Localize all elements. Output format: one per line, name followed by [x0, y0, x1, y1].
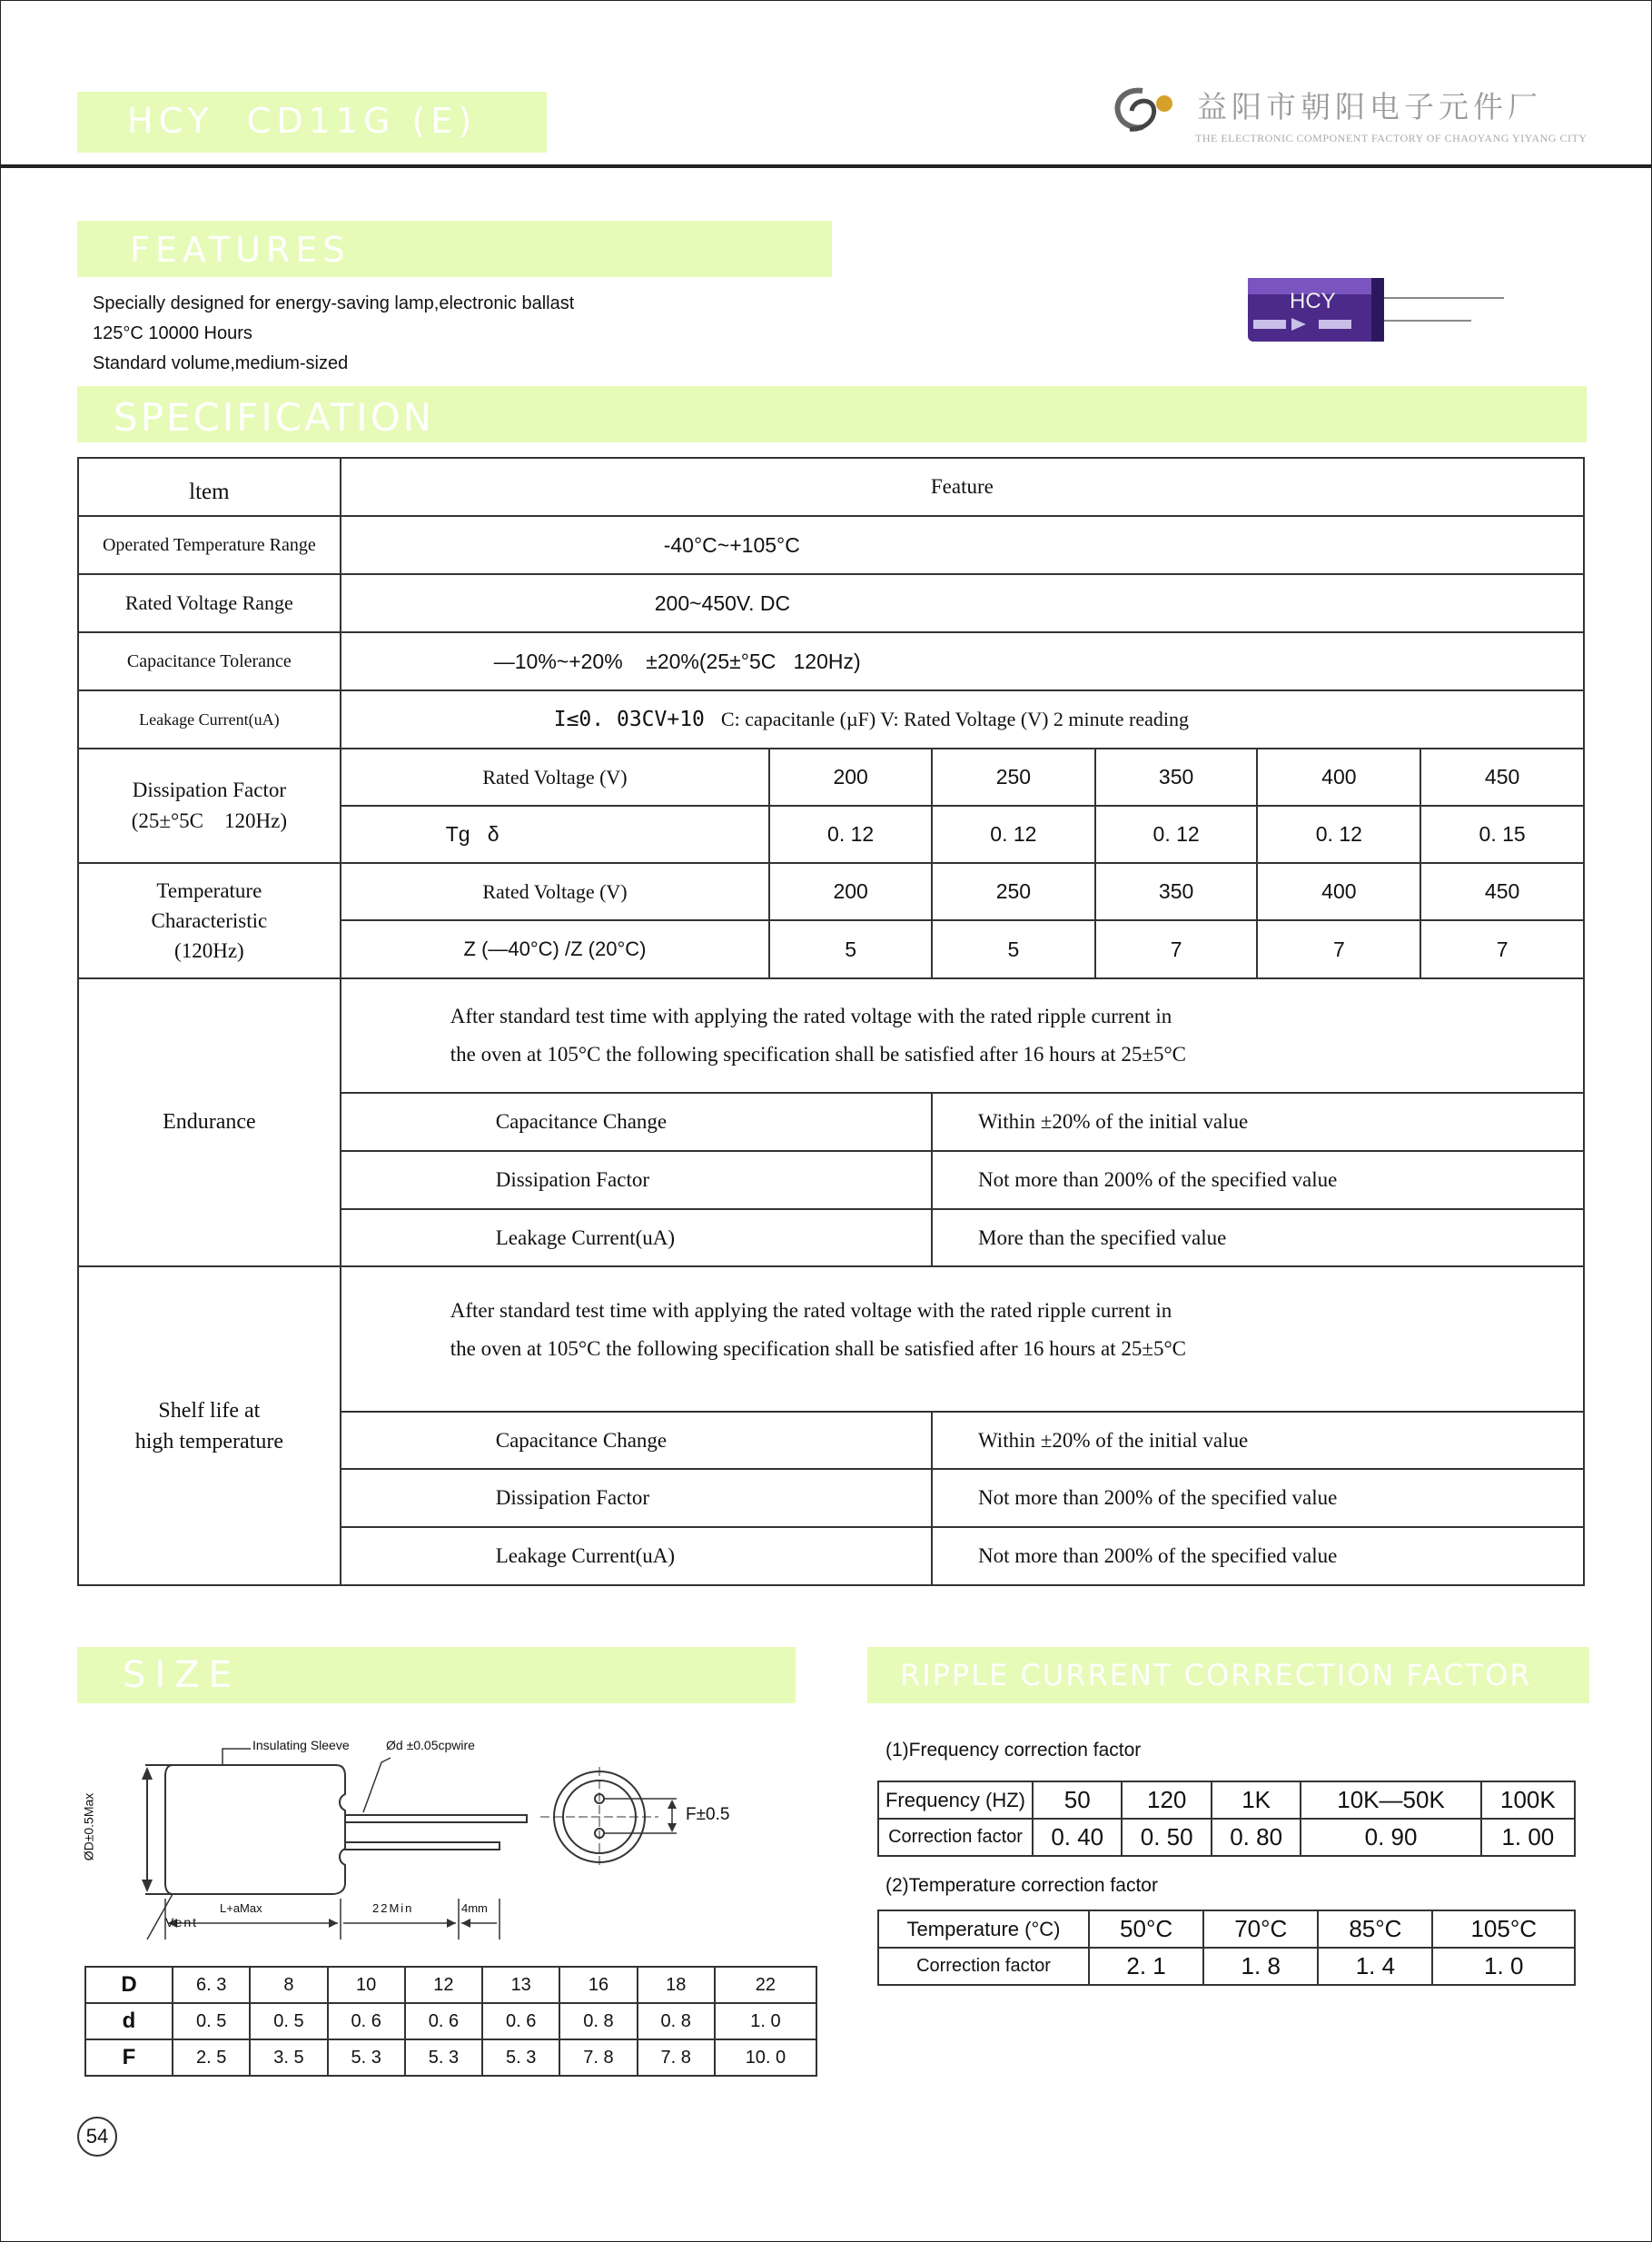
- ripple-heading-bar: [867, 1647, 1589, 1703]
- capacitor-image: [1246, 274, 1509, 347]
- page-number: [77, 2117, 117, 2157]
- header-item: ltem: [78, 458, 341, 516]
- size-table: [84, 1966, 817, 2077]
- shelf-label-line: Shelf life at: [158, 1398, 261, 1423]
- endurance-item: Dissipation Factor: [341, 1151, 932, 1209]
- tg-label: [341, 806, 770, 863]
- df-rated-voltage-label: Rated Voltage (V): [341, 749, 770, 806]
- size-cell: 5. 3: [482, 2039, 559, 2076]
- cap-tol-label: Capacitance Tolerance: [78, 632, 341, 690]
- shelf-text-line: the oven at 105°C the following specification shall be satisfied after 16 hours at 25±5°C: [450, 1337, 1187, 1360]
- lead-min-label: 22Min: [372, 1901, 414, 1915]
- tc-voltage: 200: [769, 863, 932, 920]
- tc-label-line: Characteristic: [151, 909, 268, 932]
- tg-label-text: Tg δ: [445, 822, 500, 846]
- endurance-item: Leakage Current(uA): [341, 1209, 932, 1266]
- cap-tol-text: —10%~+20% ±20%(25±°5C 120Hz): [493, 649, 861, 673]
- shelf-value: Not more than 200% of the specified value: [932, 1527, 1584, 1585]
- tc-rated-voltage-label: Rated Voltage (V): [341, 863, 770, 920]
- temp-factor: 1. 4: [1318, 1948, 1432, 1985]
- endurance-item: Capacitance Change: [341, 1093, 932, 1151]
- leakage-formula: I≤0. 03CV+10: [553, 708, 705, 731]
- shelf-text-line: After standard test time with applying the rated voltage with the rated ripple current in: [450, 1299, 1172, 1322]
- freq-value: 100K: [1481, 1781, 1575, 1819]
- temp-range-text: -40°C~+105°C: [663, 532, 800, 557]
- df-voltage: 450: [1420, 749, 1584, 806]
- temp-header: Temperature (°C): [878, 1910, 1089, 1948]
- tc-voltage: 250: [932, 863, 1095, 920]
- df-label-line: (25±°5C 120Hz): [131, 809, 288, 832]
- size-cell: 6. 3: [173, 1967, 250, 2003]
- insulating-sleeve-label: Insulating Sleeve: [252, 1738, 350, 1752]
- df-voltage: 350: [1095, 749, 1258, 806]
- z-value: 5: [932, 920, 1095, 978]
- size-cell: 16: [559, 1967, 637, 2003]
- endurance-text-line: After standard test time with applying the rated voltage with the rated ripple current in: [450, 1005, 1172, 1027]
- endurance-label: Endurance: [78, 978, 341, 1266]
- tg-value: 0. 12: [1095, 806, 1258, 863]
- size-cell: 1. 0: [715, 2003, 816, 2039]
- freq-header: Frequency (HZ): [878, 1781, 1033, 1819]
- leakage-label: Leakage Current(uA): [78, 690, 341, 749]
- endurance-text: [341, 978, 1584, 1093]
- size-cell: 18: [638, 1967, 715, 2003]
- lead-dia-label: Ød ±0.05cpwire: [386, 1738, 475, 1752]
- size-cell: 12: [405, 1967, 482, 2003]
- temp-factor: 2. 1: [1089, 1948, 1203, 1985]
- shelf-value: Not more than 200% of the specified value: [932, 1469, 1584, 1527]
- freq-factor: 0. 90: [1301, 1819, 1480, 1856]
- body-dia-label: ØD±0.5Max: [81, 1792, 96, 1861]
- size-cell: 5. 3: [405, 2039, 482, 2076]
- shelf-label-line: high temperature: [134, 1429, 283, 1453]
- size-cell: 10. 0: [715, 2039, 816, 2076]
- model-title-bar: [77, 92, 547, 153]
- tc-label-line: Temperature: [156, 879, 262, 902]
- freq-value: 10K—50K: [1301, 1781, 1480, 1819]
- temp-factor: 1. 0: [1432, 1948, 1575, 1985]
- size-cell: 22: [715, 1967, 816, 2003]
- freq-value: 1K: [1212, 1781, 1301, 1819]
- temp-range-label: Operated Temperature Range: [78, 516, 341, 574]
- temp-table: [877, 1910, 1576, 1986]
- freq-table: [877, 1781, 1576, 1857]
- page-number-text: 54: [85, 2125, 109, 2148]
- size-row-label: d: [85, 2003, 173, 2039]
- size-cell: 7. 8: [559, 2039, 637, 2076]
- temp-range-value: [341, 516, 1584, 574]
- specification-table: [77, 457, 1585, 1586]
- shelf-item: Dissipation Factor: [341, 1469, 932, 1527]
- tc-label: [78, 863, 341, 978]
- capacitor-label: HCY: [1290, 289, 1336, 313]
- endurance-value: Within ±20% of the initial value: [932, 1093, 1584, 1151]
- size-cell: 0. 5: [173, 2003, 250, 2039]
- temp-value: 105°C: [1432, 1910, 1575, 1948]
- header-feature: Feature: [341, 458, 1584, 516]
- shelf-item: Capacitance Change: [341, 1412, 932, 1469]
- length-label: L+aMax: [220, 1901, 262, 1915]
- size-heading-bar: [77, 1647, 796, 1703]
- size-cell: 0. 8: [638, 2003, 715, 2039]
- pitch-label: F±0.5: [686, 1805, 730, 1824]
- endurance-value: Not more than 200% of the specified value: [932, 1151, 1584, 1209]
- feature-line: Standard volume,medium-sized: [93, 353, 349, 373]
- freq-value: 50: [1033, 1781, 1122, 1819]
- z-value: 7: [1420, 920, 1584, 978]
- vent-label: Vent: [165, 1915, 199, 1930]
- tg-value: 0. 12: [769, 806, 932, 863]
- temp-value: 85°C: [1318, 1910, 1432, 1948]
- size-cell: 0. 6: [482, 2003, 559, 2039]
- tg-value: 0. 12: [1257, 806, 1420, 863]
- df-voltage: 200: [769, 749, 932, 806]
- voltage-range-value: [341, 574, 1584, 632]
- specification-heading-bar: [77, 386, 1587, 442]
- tc-voltage: 450: [1420, 863, 1584, 920]
- z-value: 5: [769, 920, 932, 978]
- company-logo: [1106, 84, 1181, 138]
- feature-line: 125°C 10000 Hours: [93, 323, 252, 343]
- header-rule: [0, 164, 1652, 168]
- df-label: [78, 749, 341, 863]
- freq-factor-label: Correction factor: [878, 1819, 1033, 1856]
- features-heading-bar: [77, 221, 832, 277]
- ripple-heading: RIPPLE CURRENT CORRECTION FACTOR: [900, 1658, 1532, 1692]
- size-heading: SIZE: [123, 1654, 241, 1696]
- size-cell: 0. 6: [328, 2003, 405, 2039]
- temp-value: 70°C: [1203, 1910, 1318, 1948]
- lead-4mm-label: 4mm: [461, 1901, 488, 1915]
- size-diagram: [82, 1731, 554, 1939]
- size-cell: 0. 5: [250, 2003, 327, 2039]
- freq-factor: 0. 40: [1033, 1819, 1122, 1856]
- shelf-value: Within ±20% of the initial value: [932, 1412, 1584, 1469]
- leakage-value: [341, 690, 1584, 749]
- size-cell: 3. 5: [250, 2039, 327, 2076]
- size-cell: 7. 8: [638, 2039, 715, 2076]
- temp-factor-label: Correction factor: [878, 1948, 1089, 1985]
- features-heading: FEATURES: [130, 230, 351, 270]
- tc-voltage: 400: [1257, 863, 1420, 920]
- shelf-label: [78, 1266, 341, 1585]
- size-cell: 10: [328, 1967, 405, 2003]
- freq-value: 120: [1122, 1781, 1211, 1819]
- df-voltage: 400: [1257, 749, 1420, 806]
- temp-factor: 1. 8: [1203, 1948, 1318, 1985]
- cap-tol-value: [341, 632, 1584, 690]
- tc-label-line: (120Hz): [174, 939, 244, 962]
- size-cell: 13: [482, 1967, 559, 2003]
- freq-factor: 0. 50: [1122, 1819, 1211, 1856]
- temp-value: 50°C: [1089, 1910, 1203, 1948]
- features-list: [93, 289, 574, 379]
- endurance-value: More than the specified value: [932, 1209, 1584, 1266]
- size-row-label: F: [85, 2039, 173, 2076]
- z-value: 7: [1095, 920, 1258, 978]
- leakage-desc: C: capacitanle (µF) V: Rated Voltage (V) 2 minute reading: [720, 708, 1189, 730]
- z-value: 7: [1257, 920, 1420, 978]
- z-label: Z (—40°C) /Z (20°C): [341, 920, 770, 978]
- company-name-en: THE ELECTRONIC COMPONENT FACTORY OF CHAOYANG YIYANG CITY: [1195, 132, 1588, 144]
- tg-value: 0. 15: [1420, 806, 1584, 863]
- shelf-text: [341, 1266, 1584, 1412]
- model-title: HCY CD11G (E): [127, 101, 478, 141]
- tc-voltage: 350: [1095, 863, 1258, 920]
- size-row-label: D: [85, 1967, 173, 2003]
- specification-heading: SPECIFICATION: [114, 395, 435, 440]
- freq-title: (1)Frequency correction factor: [885, 1740, 1142, 1761]
- size-cell: 8: [250, 1967, 327, 2003]
- feature-line: Specially designed for energy-saving lamp,electronic ballast: [93, 293, 575, 313]
- capacitor-end-view: [540, 1767, 767, 1876]
- freq-factor: 0. 80: [1212, 1819, 1301, 1856]
- temp-title: (2)Temperature correction factor: [885, 1875, 1158, 1896]
- size-cell: 0. 8: [559, 2003, 637, 2039]
- df-voltage: 250: [932, 749, 1095, 806]
- voltage-range-label: Rated Voltage Range: [78, 574, 341, 632]
- size-cell: 5. 3: [328, 2039, 405, 2076]
- tg-value: 0. 12: [932, 806, 1095, 863]
- size-cell: 0. 6: [405, 2003, 482, 2039]
- voltage-range-text: 200~450V. DC: [654, 590, 791, 615]
- df-label-line: Dissipation Factor: [132, 779, 287, 801]
- size-cell: 2. 5: [173, 2039, 250, 2076]
- freq-factor: 1. 00: [1481, 1819, 1575, 1856]
- shelf-item: Leakage Current(uA): [341, 1527, 932, 1585]
- endurance-text-line: the oven at 105°C the following specification shall be satisfied after 16 hours at 25±5°C: [450, 1043, 1187, 1066]
- company-name-cn: 益阳市朝阳电子元件厂: [1197, 92, 1542, 124]
